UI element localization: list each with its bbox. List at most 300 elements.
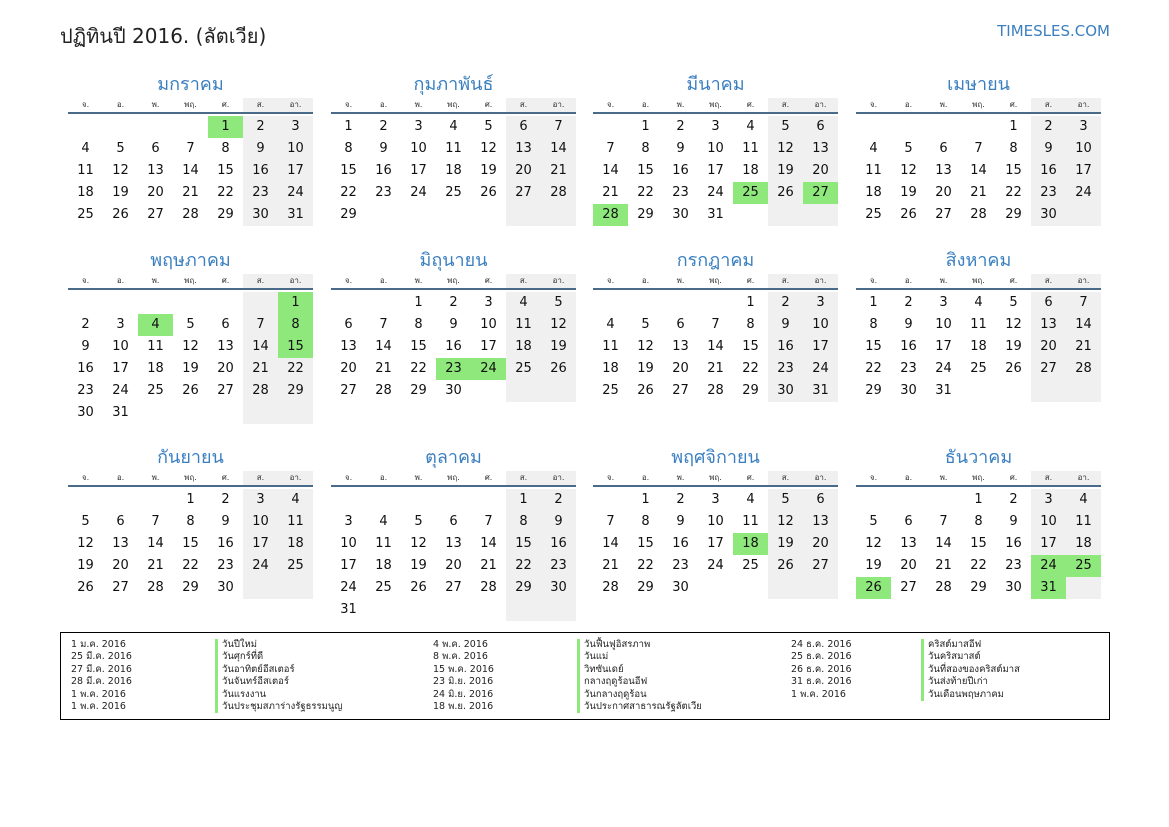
day-cell[interactable]: 20 [340, 361, 357, 376]
day-cell[interactable]: 16 [1005, 536, 1022, 551]
day-cell[interactable]: 12 [410, 536, 427, 551]
day-cell[interactable]: 16 [243, 160, 278, 182]
day-cell[interactable]: 5 [869, 514, 878, 529]
day-cell[interactable]: 23 [1005, 558, 1022, 573]
day-cell[interactable]: 26 [112, 207, 129, 222]
day-cell[interactable]: 22 [340, 185, 357, 200]
day-cell[interactable]: 6 [1031, 292, 1066, 314]
day-cell[interactable]: 20 [506, 160, 541, 182]
day-cell[interactable]: 20 [900, 558, 917, 573]
day-cell[interactable]: 13 [900, 536, 917, 551]
day-cell[interactable]: 22 [217, 185, 234, 200]
day-cell[interactable]: 19 [900, 185, 917, 200]
holiday-day-cell[interactable]: 1 [208, 116, 243, 138]
day-cell[interactable]: 4 [81, 141, 90, 156]
day-cell[interactable]: 27 [803, 555, 838, 577]
day-cell[interactable]: 13 [112, 536, 129, 551]
day-cell[interactable]: 7 [606, 141, 615, 156]
day-cell[interactable]: 24 [112, 383, 129, 398]
day-cell[interactable]: 29 [182, 580, 199, 595]
day-cell[interactable]: 5 [186, 317, 195, 332]
day-cell[interactable]: 21 [602, 185, 619, 200]
day-cell[interactable]: 29 [637, 580, 654, 595]
day-cell[interactable]: 21 [707, 361, 724, 376]
day-cell[interactable]: 28 [243, 380, 278, 402]
day-cell[interactable]: 30 [541, 577, 576, 599]
day-cell[interactable]: 27 [445, 580, 462, 595]
day-cell[interactable]: 17 [1066, 160, 1101, 182]
day-cell[interactable]: 8 [221, 141, 230, 156]
day-cell[interactable]: 12 [1005, 317, 1022, 332]
day-cell[interactable]: 14 [1066, 314, 1101, 336]
day-cell[interactable]: 21 [375, 361, 392, 376]
day-cell[interactable]: 11 [1066, 511, 1101, 533]
day-cell[interactable]: 27 [935, 207, 952, 222]
day-cell[interactable]: 28 [375, 383, 392, 398]
day-cell[interactable]: 3 [1066, 116, 1101, 138]
day-cell[interactable]: 13 [340, 339, 357, 354]
day-cell[interactable]: 17 [707, 536, 724, 551]
day-cell[interactable]: 25 [147, 383, 164, 398]
day-cell[interactable]: 23 [77, 383, 94, 398]
day-cell[interactable]: 13 [935, 163, 952, 178]
day-cell[interactable]: 29 [742, 383, 759, 398]
day-cell[interactable]: 10 [935, 317, 952, 332]
day-cell[interactable]: 18 [602, 361, 619, 376]
holiday-day-cell[interactable]: 31 [1031, 577, 1066, 599]
day-cell[interactable]: 25 [77, 207, 94, 222]
day-cell[interactable]: 14 [707, 339, 724, 354]
day-cell[interactable]: 9 [449, 317, 458, 332]
day-cell[interactable]: 2 [221, 492, 230, 507]
day-cell[interactable]: 9 [243, 138, 278, 160]
day-cell[interactable]: 21 [970, 185, 987, 200]
day-cell[interactable]: 2 [768, 292, 803, 314]
day-cell[interactable]: 24 [243, 555, 278, 577]
day-cell[interactable]: 1 [746, 295, 755, 310]
day-cell[interactable]: 4 [1066, 489, 1101, 511]
day-cell[interactable]: 31 [340, 602, 357, 617]
day-cell[interactable]: 22 [637, 185, 654, 200]
day-cell[interactable]: 13 [217, 339, 234, 354]
holiday-day-cell[interactable]: 15 [278, 336, 313, 358]
day-cell[interactable]: 30 [672, 580, 689, 595]
day-cell[interactable]: 2 [541, 489, 576, 511]
day-cell[interactable]: 14 [243, 336, 278, 358]
day-cell[interactable]: 4 [606, 317, 615, 332]
day-cell[interactable]: 5 [116, 141, 125, 156]
day-cell[interactable]: 27 [506, 182, 541, 204]
day-cell[interactable]: 19 [768, 160, 803, 182]
day-cell[interactable]: 12 [480, 141, 497, 156]
day-cell[interactable]: 28 [1066, 358, 1101, 380]
day-cell[interactable]: 25 [742, 558, 759, 573]
day-cell[interactable]: 13 [672, 339, 689, 354]
day-cell[interactable]: 3 [116, 317, 125, 332]
day-cell[interactable]: 7 [379, 317, 388, 332]
day-cell[interactable]: 20 [1031, 336, 1066, 358]
day-cell[interactable]: 3 [278, 116, 313, 138]
day-cell[interactable]: 4 [746, 119, 755, 134]
day-cell[interactable]: 27 [672, 383, 689, 398]
day-cell[interactable]: 8 [1009, 141, 1018, 156]
day-cell[interactable]: 19 [480, 163, 497, 178]
day-cell[interactable]: 29 [410, 383, 427, 398]
day-cell[interactable]: 11 [742, 141, 759, 156]
day-cell[interactable]: 29 [1005, 207, 1022, 222]
day-cell[interactable]: 6 [151, 141, 160, 156]
day-cell[interactable]: 9 [768, 314, 803, 336]
day-cell[interactable]: 14 [935, 536, 952, 551]
day-cell[interactable]: 23 [672, 558, 689, 573]
day-cell[interactable]: 19 [1005, 339, 1022, 354]
day-cell[interactable]: 13 [1031, 314, 1066, 336]
day-cell[interactable]: 17 [340, 558, 357, 573]
day-cell[interactable]: 31 [803, 380, 838, 402]
day-cell[interactable]: 8 [641, 141, 650, 156]
day-cell[interactable]: 16 [77, 361, 94, 376]
day-cell[interactable]: 11 [602, 339, 619, 354]
day-cell[interactable]: 10 [340, 536, 357, 551]
day-cell[interactable]: 28 [707, 383, 724, 398]
day-cell[interactable]: 27 [1031, 358, 1066, 380]
day-cell[interactable]: 1 [641, 119, 650, 134]
day-cell[interactable]: 30 [217, 580, 234, 595]
day-cell[interactable]: 11 [77, 163, 94, 178]
day-cell[interactable]: 16 [445, 339, 462, 354]
day-cell[interactable]: 5 [768, 489, 803, 511]
holiday-day-cell[interactable]: 23 [436, 358, 471, 380]
day-cell[interactable]: 6 [904, 514, 913, 529]
day-cell[interactable]: 15 [970, 536, 987, 551]
day-cell[interactable]: 3 [939, 295, 948, 310]
day-cell[interactable]: 24 [707, 558, 724, 573]
day-cell[interactable]: 30 [1005, 580, 1022, 595]
day-cell[interactable]: 29 [506, 577, 541, 599]
day-cell[interactable]: 29 [340, 207, 357, 222]
day-cell[interactable]: 9 [676, 141, 685, 156]
day-cell[interactable]: 24 [935, 361, 952, 376]
day-cell[interactable]: 30 [768, 380, 803, 402]
day-cell[interactable]: 22 [182, 558, 199, 573]
day-cell[interactable]: 9 [379, 141, 388, 156]
day-cell[interactable]: 13 [506, 138, 541, 160]
day-cell[interactable]: 3 [243, 489, 278, 511]
day-cell[interactable]: 8 [974, 514, 983, 529]
day-cell[interactable]: 18 [970, 339, 987, 354]
day-cell[interactable]: 23 [672, 185, 689, 200]
day-cell[interactable]: 18 [375, 558, 392, 573]
day-cell[interactable]: 6 [676, 317, 685, 332]
holiday-day-cell[interactable]: 24 [471, 358, 506, 380]
day-cell[interactable]: 28 [935, 580, 952, 595]
day-cell[interactable]: 2 [1031, 116, 1066, 138]
day-cell[interactable]: 2 [904, 295, 913, 310]
day-cell[interactable]: 2 [243, 116, 278, 138]
day-cell[interactable]: 18 [77, 185, 94, 200]
day-cell[interactable]: 27 [147, 207, 164, 222]
day-cell[interactable]: 2 [676, 492, 685, 507]
day-cell[interactable]: 11 [445, 141, 462, 156]
day-cell[interactable]: 27 [900, 580, 917, 595]
day-cell[interactable]: 18 [742, 163, 759, 178]
day-cell[interactable]: 1 [344, 119, 353, 134]
day-cell[interactable]: 17 [803, 336, 838, 358]
day-cell[interactable]: 8 [344, 141, 353, 156]
day-cell[interactable]: 11 [865, 163, 882, 178]
day-cell[interactable]: 16 [900, 339, 917, 354]
day-cell[interactable]: 30 [445, 383, 462, 398]
day-cell[interactable]: 13 [147, 163, 164, 178]
day-cell[interactable]: 10 [410, 141, 427, 156]
day-cell[interactable]: 1 [869, 295, 878, 310]
day-cell[interactable]: 11 [506, 314, 541, 336]
day-cell[interactable]: 16 [1031, 160, 1066, 182]
day-cell[interactable]: 9 [221, 514, 230, 529]
day-cell[interactable]: 18 [1066, 533, 1101, 555]
day-cell[interactable]: 24 [803, 358, 838, 380]
day-cell[interactable]: 24 [410, 185, 427, 200]
day-cell[interactable]: 8 [869, 317, 878, 332]
day-cell[interactable]: 1 [1009, 119, 1018, 134]
day-cell[interactable]: 11 [970, 317, 987, 332]
day-cell[interactable]: 4 [746, 492, 755, 507]
day-cell[interactable]: 26 [541, 358, 576, 380]
day-cell[interactable]: 5 [641, 317, 650, 332]
day-cell[interactable]: 23 [900, 361, 917, 376]
day-cell[interactable]: 12 [637, 339, 654, 354]
holiday-day-cell[interactable]: 8 [278, 314, 313, 336]
day-cell[interactable]: 12 [865, 536, 882, 551]
day-cell[interactable]: 14 [602, 536, 619, 551]
day-cell[interactable]: 2 [81, 317, 90, 332]
day-cell[interactable]: 4 [974, 295, 983, 310]
day-cell[interactable]: 20 [803, 160, 838, 182]
day-cell[interactable]: 25 [278, 555, 313, 577]
day-cell[interactable]: 26 [77, 580, 94, 595]
day-cell[interactable]: 10 [1066, 138, 1101, 160]
day-cell[interactable]: 15 [410, 339, 427, 354]
day-cell[interactable]: 23 [768, 358, 803, 380]
day-cell[interactable]: 11 [278, 511, 313, 533]
day-cell[interactable]: 3 [414, 119, 423, 134]
day-cell[interactable]: 27 [217, 383, 234, 398]
day-cell[interactable]: 6 [939, 141, 948, 156]
day-cell[interactable]: 30 [672, 207, 689, 222]
day-cell[interactable]: 19 [865, 558, 882, 573]
day-cell[interactable]: 16 [672, 163, 689, 178]
day-cell[interactable]: 5 [414, 514, 423, 529]
day-cell[interactable]: 29 [865, 383, 882, 398]
day-cell[interactable]: 30 [243, 204, 278, 226]
day-cell[interactable]: 15 [637, 536, 654, 551]
day-cell[interactable]: 25 [375, 580, 392, 595]
day-cell[interactable]: 16 [672, 536, 689, 551]
day-cell[interactable]: 28 [147, 580, 164, 595]
day-cell[interactable]: 24 [340, 580, 357, 595]
day-cell[interactable]: 16 [541, 533, 576, 555]
day-cell[interactable]: 29 [217, 207, 234, 222]
day-cell[interactable]: 20 [935, 185, 952, 200]
day-cell[interactable]: 2 [676, 119, 685, 134]
site-link[interactable]: TIMESLES.COM [997, 22, 1110, 40]
day-cell[interactable]: 9 [1031, 138, 1066, 160]
day-cell[interactable]: 21 [935, 558, 952, 573]
day-cell[interactable]: 12 [541, 314, 576, 336]
day-cell[interactable]: 12 [182, 339, 199, 354]
day-cell[interactable]: 15 [182, 536, 199, 551]
day-cell[interactable]: 26 [637, 383, 654, 398]
day-cell[interactable]: 8 [414, 317, 423, 332]
holiday-day-cell[interactable]: 27 [803, 182, 838, 204]
day-cell[interactable]: 25 [602, 383, 619, 398]
day-cell[interactable]: 7 [974, 141, 983, 156]
day-cell[interactable]: 15 [742, 339, 759, 354]
day-cell[interactable]: 21 [1066, 336, 1101, 358]
day-cell[interactable]: 10 [803, 314, 838, 336]
day-cell[interactable]: 13 [445, 536, 462, 551]
holiday-day-cell[interactable]: 25 [1066, 555, 1101, 577]
day-cell[interactable]: 7 [243, 314, 278, 336]
holiday-day-cell[interactable]: 18 [733, 533, 768, 555]
day-cell[interactable]: 18 [506, 336, 541, 358]
day-cell[interactable]: 25 [865, 207, 882, 222]
day-cell[interactable]: 26 [768, 182, 803, 204]
day-cell[interactable]: 30 [1031, 204, 1066, 226]
day-cell[interactable]: 25 [970, 361, 987, 376]
day-cell[interactable]: 20 [672, 361, 689, 376]
day-cell[interactable]: 6 [221, 317, 230, 332]
day-cell[interactable]: 21 [480, 558, 497, 573]
day-cell[interactable]: 23 [375, 185, 392, 200]
day-cell[interactable]: 15 [506, 533, 541, 555]
day-cell[interactable]: 14 [182, 163, 199, 178]
day-cell[interactable]: 8 [186, 514, 195, 529]
day-cell[interactable]: 7 [939, 514, 948, 529]
day-cell[interactable]: 13 [803, 511, 838, 533]
day-cell[interactable]: 29 [637, 207, 654, 222]
day-cell[interactable]: 2 [1009, 492, 1018, 507]
day-cell[interactable]: 24 [1066, 182, 1101, 204]
day-cell[interactable]: 7 [541, 116, 576, 138]
holiday-day-cell[interactable]: 28 [593, 204, 628, 226]
day-cell[interactable]: 16 [217, 536, 234, 551]
day-cell[interactable]: 27 [340, 383, 357, 398]
day-cell[interactable]: 10 [112, 339, 129, 354]
day-cell[interactable]: 26 [480, 185, 497, 200]
day-cell[interactable]: 11 [147, 339, 164, 354]
day-cell[interactable]: 2 [449, 295, 458, 310]
day-cell[interactable]: 20 [147, 185, 164, 200]
day-cell[interactable]: 1 [414, 295, 423, 310]
day-cell[interactable]: 5 [1009, 295, 1018, 310]
day-cell[interactable]: 1 [974, 492, 983, 507]
day-cell[interactable]: 28 [602, 580, 619, 595]
day-cell[interactable]: 16 [768, 336, 803, 358]
day-cell[interactable]: 3 [711, 492, 720, 507]
day-cell[interactable]: 20 [112, 558, 129, 573]
day-cell[interactable]: 19 [637, 361, 654, 376]
day-cell[interactable]: 12 [900, 163, 917, 178]
day-cell[interactable]: 3 [711, 119, 720, 134]
day-cell[interactable]: 7 [151, 514, 160, 529]
day-cell[interactable]: 15 [637, 163, 654, 178]
day-cell[interactable]: 17 [410, 163, 427, 178]
day-cell[interactable]: 11 [742, 514, 759, 529]
day-cell[interactable]: 5 [768, 116, 803, 138]
day-cell[interactable]: 4 [449, 119, 458, 134]
day-cell[interactable]: 24 [278, 182, 313, 204]
day-cell[interactable]: 26 [900, 207, 917, 222]
day-cell[interactable]: 15 [340, 163, 357, 178]
day-cell[interactable]: 1 [641, 492, 650, 507]
day-cell[interactable]: 4 [506, 292, 541, 314]
day-cell[interactable]: 17 [112, 361, 129, 376]
day-cell[interactable]: 6 [449, 514, 458, 529]
day-cell[interactable]: 23 [217, 558, 234, 573]
day-cell[interactable]: 8 [746, 317, 755, 332]
day-cell[interactable]: 21 [541, 160, 576, 182]
day-cell[interactable]: 21 [147, 558, 164, 573]
day-cell[interactable]: 22 [1005, 185, 1022, 200]
holiday-day-cell[interactable]: 25 [733, 182, 768, 204]
day-cell[interactable]: 17 [935, 339, 952, 354]
day-cell[interactable]: 19 [410, 558, 427, 573]
day-cell[interactable]: 10 [480, 317, 497, 332]
day-cell[interactable]: 5 [904, 141, 913, 156]
day-cell[interactable]: 31 [935, 383, 952, 398]
day-cell[interactable]: 18 [147, 361, 164, 376]
day-cell[interactable]: 14 [147, 536, 164, 551]
day-cell[interactable]: 6 [803, 489, 838, 511]
day-cell[interactable]: 14 [602, 163, 619, 178]
day-cell[interactable]: 10 [1031, 511, 1066, 533]
day-cell[interactable]: 24 [707, 185, 724, 200]
day-cell[interactable]: 12 [768, 511, 803, 533]
holiday-day-cell[interactable]: 24 [1031, 555, 1066, 577]
day-cell[interactable]: 9 [904, 317, 913, 332]
day-cell[interactable]: 14 [375, 339, 392, 354]
day-cell[interactable]: 19 [541, 336, 576, 358]
day-cell[interactable]: 6 [344, 317, 353, 332]
day-cell[interactable]: 5 [81, 514, 90, 529]
day-cell[interactable]: 26 [1005, 361, 1022, 376]
day-cell[interactable]: 10 [278, 138, 313, 160]
day-cell[interactable]: 29 [970, 580, 987, 595]
day-cell[interactable]: 10 [243, 511, 278, 533]
day-cell[interactable]: 22 [410, 361, 427, 376]
day-cell[interactable]: 6 [803, 116, 838, 138]
day-cell[interactable]: 27 [112, 580, 129, 595]
day-cell[interactable]: 30 [900, 383, 917, 398]
day-cell[interactable]: 19 [77, 558, 94, 573]
day-cell[interactable]: 14 [541, 138, 576, 160]
day-cell[interactable]: 23 [541, 555, 576, 577]
day-cell[interactable]: 7 [711, 317, 720, 332]
day-cell[interactable]: 17 [480, 339, 497, 354]
day-cell[interactable]: 14 [480, 536, 497, 551]
day-cell[interactable]: 25 [506, 358, 541, 380]
day-cell[interactable]: 29 [278, 380, 313, 402]
day-cell[interactable]: 17 [278, 160, 313, 182]
day-cell[interactable]: 19 [112, 185, 129, 200]
holiday-day-cell[interactable]: 26 [856, 577, 891, 599]
day-cell[interactable]: 31 [278, 204, 313, 226]
day-cell[interactable]: 13 [803, 138, 838, 160]
day-cell[interactable]: 3 [1031, 489, 1066, 511]
day-cell[interactable]: 3 [344, 514, 353, 529]
day-cell[interactable]: 22 [742, 361, 759, 376]
